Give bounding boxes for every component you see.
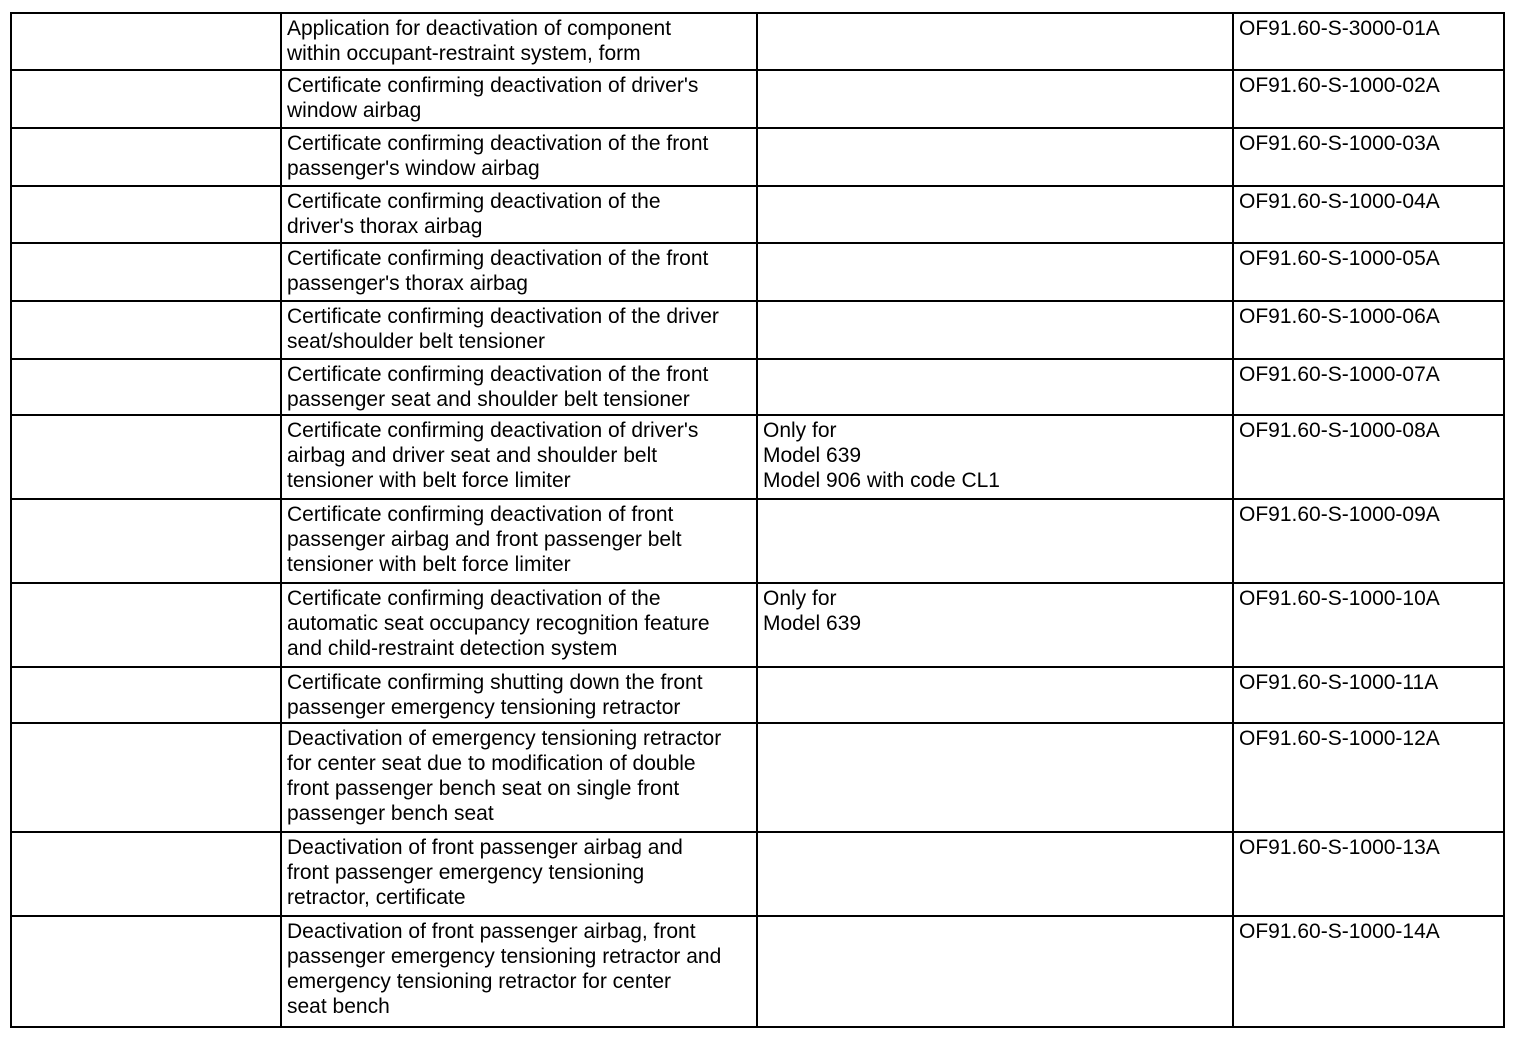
empty-cell bbox=[11, 359, 281, 415]
table-row bbox=[11, 415, 1504, 499]
table-row bbox=[11, 243, 1504, 301]
empty-cell bbox=[11, 723, 281, 832]
table-row bbox=[11, 499, 1504, 583]
empty-cell bbox=[11, 499, 281, 583]
part-number-cell: OF91.60-S-1000-14A bbox=[1233, 916, 1504, 1027]
part-number-cell: OF91.60-S-1000-10A bbox=[1233, 583, 1504, 667]
empty-cell bbox=[11, 832, 281, 916]
empty-cell bbox=[11, 916, 281, 1027]
part-number-cell: OF91.60-S-1000-11A bbox=[1233, 667, 1504, 723]
note-cell bbox=[757, 301, 1233, 359]
table-row bbox=[11, 583, 1504, 667]
note-cell bbox=[757, 359, 1233, 415]
empty-cell bbox=[11, 583, 281, 667]
empty-cell bbox=[11, 243, 281, 301]
table-row bbox=[11, 13, 1504, 70]
table-row bbox=[11, 70, 1504, 128]
table-row bbox=[11, 723, 1504, 832]
description-cell: Certificate confirming deactivation of front passenger airbag and front passenger belt tensioner with belt force limiter bbox=[281, 499, 757, 583]
table-body bbox=[11, 13, 1504, 1027]
empty-cell bbox=[11, 415, 281, 499]
table-row bbox=[11, 359, 1504, 415]
description-cell: Deactivation of emergency tensioning retractor for center seat due to modification of double front passenger bench seat on single front passenger bench seat bbox=[281, 723, 757, 832]
description-cell: Deactivation of front passenger airbag, front passenger emergency tensioning retractor and emergency tensioning retractor for center seat bench bbox=[281, 916, 757, 1027]
note-cell bbox=[757, 723, 1233, 832]
table-row bbox=[11, 128, 1504, 186]
table-row bbox=[11, 916, 1504, 1027]
empty-cell bbox=[11, 70, 281, 128]
table-row bbox=[11, 301, 1504, 359]
note-cell bbox=[757, 832, 1233, 916]
empty-cell bbox=[11, 128, 281, 186]
empty-cell bbox=[11, 13, 281, 70]
note-cell bbox=[757, 667, 1233, 723]
part-number-cell: OF91.60-S-1000-09A bbox=[1233, 499, 1504, 583]
part-number-cell: OF91.60-S-1000-04A bbox=[1233, 186, 1504, 243]
description-cell: Deactivation of front passenger airbag and front passenger emergency tensioning retractor, certificate bbox=[281, 832, 757, 916]
table-row bbox=[11, 832, 1504, 916]
part-number-cell: OF91.60-S-1000-13A bbox=[1233, 832, 1504, 916]
description-cell: Certificate confirming deactivation of the front passenger seat and shoulder belt tensioner bbox=[281, 359, 757, 415]
part-number-cell: OF91.60-S-1000-07A bbox=[1233, 359, 1504, 415]
note-cell: Only for Model 639 bbox=[757, 583, 1233, 667]
description-cell: Certificate confirming deactivation of the driver seat/shoulder belt tensioner bbox=[281, 301, 757, 359]
description-cell: Certificate confirming deactivation of driver's window airbag bbox=[281, 70, 757, 128]
part-number-cell: OF91.60-S-1000-12A bbox=[1233, 723, 1504, 832]
description-cell: Certificate confirming deactivation of the driver's thorax airbag bbox=[281, 186, 757, 243]
note-cell bbox=[757, 499, 1233, 583]
note-cell bbox=[757, 186, 1233, 243]
table-row bbox=[11, 667, 1504, 723]
description-cell: Certificate confirming shutting down the front passenger emergency tensioning retractor bbox=[281, 667, 757, 723]
part-number-cell: OF91.60-S-1000-08A bbox=[1233, 415, 1504, 499]
part-number-cell: OF91.60-S-1000-06A bbox=[1233, 301, 1504, 359]
note-cell: Only for Model 639 Model 906 with code CL1 bbox=[757, 415, 1233, 499]
note-cell bbox=[757, 13, 1233, 70]
table-row bbox=[11, 186, 1504, 243]
empty-cell bbox=[11, 667, 281, 723]
description-cell: Certificate confirming deactivation of the front passenger's window airbag bbox=[281, 128, 757, 186]
part-number-cell: OF91.60-S-1000-05A bbox=[1233, 243, 1504, 301]
part-number-cell: OF91.60-S-1000-03A bbox=[1233, 128, 1504, 186]
part-number-cell: OF91.60-S-1000-02A bbox=[1233, 70, 1504, 128]
note-cell bbox=[757, 243, 1233, 301]
empty-cell bbox=[11, 186, 281, 243]
empty-cell bbox=[11, 301, 281, 359]
part-number-cell: OF91.60-S-3000-01A bbox=[1233, 13, 1504, 70]
document-table bbox=[10, 12, 1505, 1028]
description-cell: Application for deactivation of component within occupant-restraint system, form bbox=[281, 13, 757, 70]
note-cell bbox=[757, 70, 1233, 128]
description-cell: Certificate confirming deactivation of the front passenger's thorax airbag bbox=[281, 243, 757, 301]
description-cell: Certificate confirming deactivation of driver's airbag and driver seat and shoulder belt tensioner with belt force limiter bbox=[281, 415, 757, 499]
note-cell bbox=[757, 916, 1233, 1027]
note-cell bbox=[757, 128, 1233, 186]
description-cell: Certificate confirming deactivation of the automatic seat occupancy recognition feature and child-restraint detection system bbox=[281, 583, 757, 667]
